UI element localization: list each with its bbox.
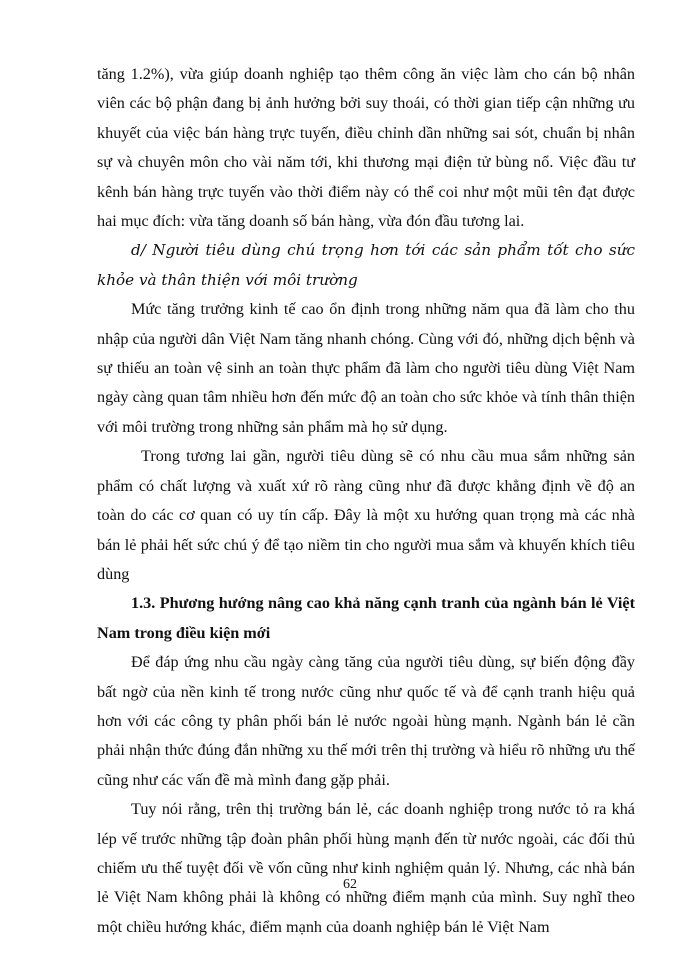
paragraph-income-growth: Mức tăng trưởng kinh tế cao ổn định trong những năm qua đã làm cho thu nhập của người dân Việt Nam tăng nhanh chóng. Cùng với đó, những dịch bệnh và sự thiếu an toàn vệ sinh an toàn thực phẩm đã làm cho người tiêu dùng Việt Nam ngày càng quan tâm nhiều hơn đến mức độ an toàn cho sức khỏe và tính thân thiện với môi trường trong những sản phẩm mà họ sử dụng. [97, 300, 635, 436]
subheading-d: d/ Người tiêu dùng chú trọng hơn tới các sản phẩm tốt cho sức khỏe và thân thiện với môi trường [97, 241, 635, 289]
paragraph-continuation: tăng 1.2%), vừa giúp doanh nghiệp tạo thêm công ăn việc làm cho cán bộ nhân viên các bộ phận đang bị ảnh hưởng bởi suy thoái, có thời gian tiếp cận những ưu khuyết của việc bán hàng trực tuyến, điều chỉnh dần những sai sót, chuẩn bị nhân sự và chuyên môn cho vài năm tới, khi thương mại điện tử bùng nổ. Việc đầu tư kênh bán hàng trực tuyến vào thời điểm này có thể coi như một mũi tên đạt được hai mục đích: vừa tăng doanh số bán hàng, vừa đón đầu tương lai. [97, 65, 635, 231]
paragraph-future-demand: Trong tương lai gần, người tiêu dùng sẽ có nhu cầu mua sắm những sản phẩm có chất lượng và xuất xứ rõ ràng cũng như đã được khẳng định về độ an toàn do các cơ quan có uy tín cấp. Đây là một xu hướng quan trọng mà các nhà bán lẻ phải hết sức chú ý để tạo niềm tin cho người mua sắm và khuyến khích tiêu dùng [97, 447, 635, 583]
section-heading-1-3: 1.3. Phương hướng nâng cao khả năng cạnh tranh của ngành bán lẻ Việt Nam trong điều kiện mới [97, 594, 635, 642]
page-number: 62 [343, 877, 357, 892]
paragraph-meet-demand: Để đáp ứng nhu cầu ngày càng tăng của người tiêu dùng, sự biến động đầy bất ngờ của nền kinh tế trong nước cũng như quốc tế và để cạnh tranh hiệu quả hơn với các công ty phân phối bán lẻ nước ngoài hùng mạnh. Ngành bán lẻ cần phải nhận thức đúng đắn những xu thế mới trên thị trường và hiểu rõ những ưu thế cũng như các vấn đề mà mình đang gặp phải. [97, 653, 635, 789]
paragraph-domestic-strengths: Tuy nói rằng, trên thị trường bán lẻ, các doanh nghiệp trong nước tỏ ra khá lép vế trước những tập đoàn phân phối hùng mạnh đến từ nước ngoài, các đối thủ chiếm ưu thế tuyệt đối về vốn cũng như kinh nghiệm quản lý. Nhưng, các nhà bán lẻ Việt Nam không phải là không có những điểm mạnh của mình. Suy nghĩ theo một chiều hướng khác, điểm mạnh của doanh nghiệp bán lẻ Việt Nam [97, 800, 635, 936]
document-page [97, 60, 635, 942]
